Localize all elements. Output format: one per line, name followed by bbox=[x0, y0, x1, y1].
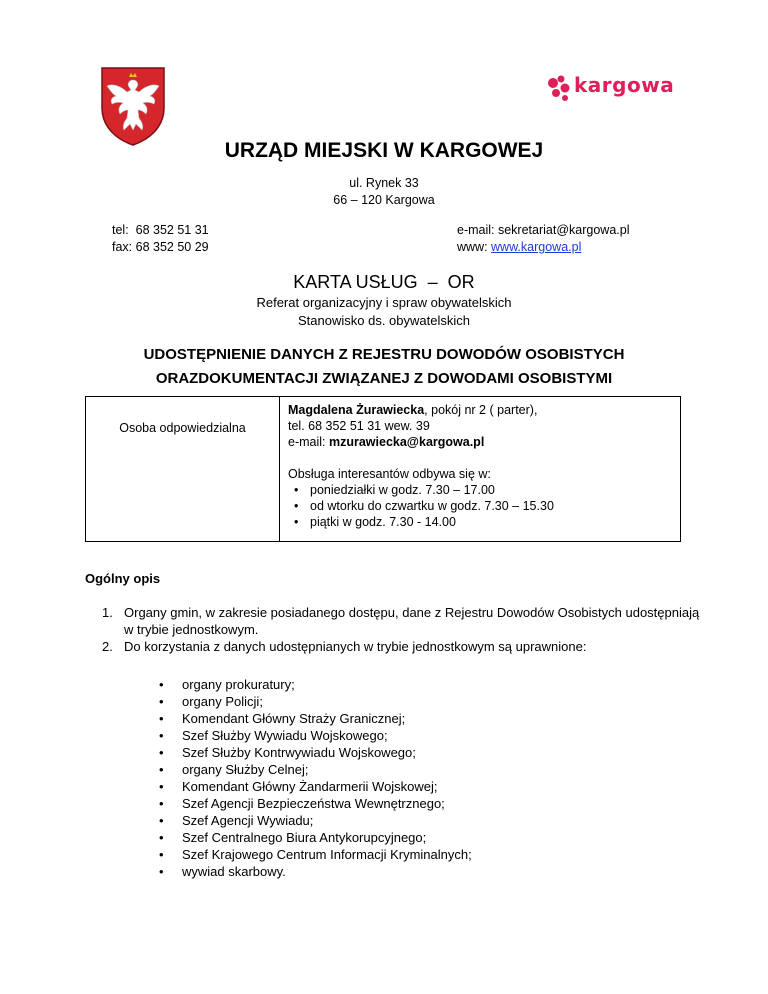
numbered-list bbox=[102, 604, 702, 655]
www-line bbox=[457, 239, 629, 256]
kargowa-logo bbox=[544, 70, 680, 110]
list-item: • Szef Agencji Bezpieczeństwa Wewnętrznego; bbox=[147, 795, 667, 812]
list-item: • Szef Służby Wywiadu Wojskowego; bbox=[147, 727, 667, 744]
service-heading-line1: UDOSTĘPNIENIE DANYCH Z REJESTRU DOWODÓW OSOBISTYCH bbox=[143, 346, 625, 363]
list-item: • Szef Krajowego Centrum Informacji Kryminalnych; bbox=[147, 846, 667, 863]
person-email-label: e-mail: bbox=[288, 435, 329, 449]
list-item: • organy prokuratury; bbox=[147, 676, 667, 693]
list-item: • organy Służby Celnej; bbox=[147, 761, 667, 778]
page-title: URZĄD MIEJSKI W KARGOWEJ bbox=[224, 139, 544, 162]
address-street: ul. Rynek 33 bbox=[349, 176, 419, 190]
office-hours-list bbox=[288, 482, 678, 530]
responsible-person-table bbox=[85, 396, 681, 542]
item-number: 1. bbox=[102, 605, 113, 620]
hours-intro: Obsługa interesantów odbywa się w: bbox=[288, 467, 491, 481]
person-email: mzurawiecka@kargowa.pl bbox=[328, 435, 485, 449]
email-line: e-mail: sekretariat@kargowa.pl bbox=[457, 223, 630, 237]
list-item: • wywiad skarbowy. bbox=[147, 863, 667, 880]
list-item: • Szef Agencji Wywiadu; bbox=[147, 812, 667, 829]
logo-text: kargowa bbox=[574, 73, 675, 97]
section-title: Ogólny opis bbox=[85, 571, 161, 586]
item-number: 2. bbox=[102, 639, 113, 654]
person-name: Magdalena Żurawiecka bbox=[288, 403, 425, 417]
list-item bbox=[102, 638, 702, 655]
table-divider bbox=[279, 397, 280, 541]
phone-contact bbox=[112, 222, 209, 256]
responsible-details bbox=[288, 402, 678, 530]
fax-line: fax: 68 352 50 29 bbox=[112, 240, 209, 254]
person-line bbox=[288, 402, 678, 418]
person-phone: tel. 68 352 51 31 wew. 39 bbox=[288, 419, 430, 433]
website-link[interactable]: www.kargowa.pl bbox=[491, 240, 582, 254]
person-room: , pokój nr 2 ( parter), bbox=[424, 403, 538, 417]
list-item: • Komendant Główny Straży Granicznej; bbox=[147, 710, 667, 727]
list-item: • Szef Centralnego Biura Antykorupcyjnego; bbox=[147, 829, 667, 846]
address-city: 66 – 120 Kargowa bbox=[333, 193, 435, 207]
list-item: • Szef Służby Kontrwywiadu Wojskowego; bbox=[147, 744, 667, 761]
list-item: • od wtorku do czwartku w godz. 7.30 – 15.30 bbox=[288, 498, 678, 514]
item-text: Do korzystania z danych udostępnianych w trybie jednostkowym są uprawnione: bbox=[124, 639, 587, 654]
online-contact bbox=[457, 222, 629, 256]
item-text: Organy gmin, w zakresie posiadanego dostępu, dane z Rejestru Dowodów Osobistych udostępniają w trybie jednostkowym. bbox=[124, 605, 700, 637]
authorized-entities-list bbox=[147, 676, 667, 880]
list-item bbox=[102, 604, 702, 638]
tel-line: tel: 68 352 51 31 bbox=[112, 223, 209, 237]
position-name: Stanowisko ds. obywatelskich bbox=[298, 313, 470, 328]
list-item: • piątki w godz. 7.30 - 14.00 bbox=[288, 514, 678, 530]
list-item: • poniedziałki w godz. 7.30 – 17.00 bbox=[288, 482, 678, 498]
service-heading-line2: ORAZDOKUMENTACJI ZWIĄZANEJ Z DOWODAMI OSOBISTYMI bbox=[155, 370, 613, 387]
department-name: Referat organizacyjny i spraw obywatelskich bbox=[256, 295, 512, 310]
responsible-label: Osoba odpowiedzialna bbox=[119, 421, 246, 435]
list-item: • Komendant Główny Żandarmerii Wojskowej; bbox=[147, 778, 667, 795]
service-card-title: KARTA USŁUG – OR bbox=[293, 272, 475, 292]
coat-of-arms-icon bbox=[100, 66, 166, 146]
www-label: www: bbox=[457, 240, 492, 254]
person-email-line bbox=[288, 434, 678, 450]
list-item: • organy Policji; bbox=[147, 693, 667, 710]
